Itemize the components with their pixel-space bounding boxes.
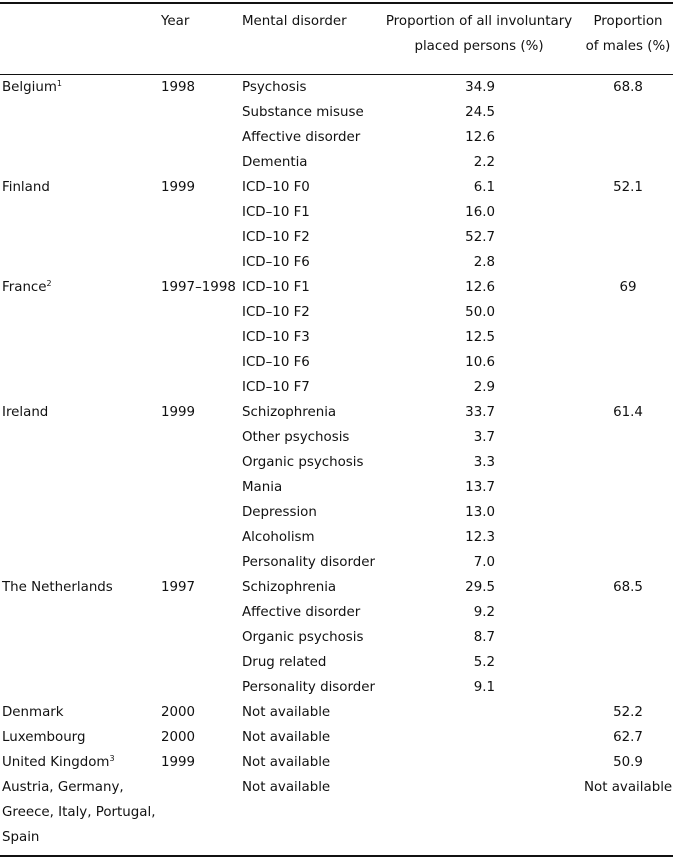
cell-prop-text: 2.2 <box>473 155 495 170</box>
table-row <box>0 500 673 525</box>
cell-country <box>2 725 85 750</box>
table-row <box>0 475 673 500</box>
cell-disorder-text: Not available <box>242 705 331 720</box>
table-row <box>0 725 673 750</box>
cell-prop-text: 12.6 <box>465 280 495 295</box>
cell-prop-text: 7.0 <box>473 555 495 570</box>
cell-prop-text: 9.1 <box>473 680 495 695</box>
cell-disorder-text: Not available <box>242 730 331 745</box>
cell-prop <box>465 350 495 375</box>
cell-disorder <box>242 300 310 325</box>
cell-prop-text: 33.7 <box>465 405 495 420</box>
table-row <box>0 175 673 200</box>
table-row <box>0 250 673 275</box>
cell-year-text: 2000 <box>161 730 196 745</box>
cell-prop-text: 10.6 <box>465 355 495 370</box>
table-row <box>0 150 673 175</box>
cell-prop-text: 13.7 <box>465 480 495 495</box>
cell-disorder-text: Organic psychosis <box>242 630 364 645</box>
cell-disorder-text: ICD–10 F6 <box>242 355 310 370</box>
footnote-marker: 2 <box>46 279 52 288</box>
cell-prop <box>465 75 495 100</box>
cell-disorder <box>242 750 330 775</box>
header-proportion-males <box>584 9 672 59</box>
country-line: Austria, Germany, <box>2 780 124 795</box>
cell-prop-text: 2.8 <box>473 255 495 270</box>
cell-disorder <box>242 425 349 450</box>
cell-disorder-text: ICD–10 F2 <box>242 305 310 320</box>
cell-country <box>2 75 62 100</box>
cell-disorder <box>242 500 317 525</box>
cell-year <box>161 750 195 775</box>
cell-disorder-text: ICD–10 F7 <box>242 380 310 395</box>
cell-prop <box>474 625 495 650</box>
cell-disorder-text: Drug related <box>242 655 327 670</box>
cell-males-text: 69 <box>619 280 637 295</box>
cell-disorder-text: ICD–10 F1 <box>242 280 310 295</box>
table-row <box>0 675 673 700</box>
cell-disorder-text: Schizophrenia <box>242 580 337 595</box>
cell-males <box>584 725 672 750</box>
cell-prop <box>474 175 495 200</box>
cell-disorder-text: ICD–10 F1 <box>242 205 310 220</box>
header-proportion-involuntary <box>384 9 574 59</box>
cell-year-text: 1999 <box>161 755 196 770</box>
cell-disorder <box>242 125 360 150</box>
cell-disorder <box>242 350 310 375</box>
cell-males <box>584 575 672 600</box>
cell-year-text: 1999 <box>161 180 196 195</box>
cell-prop-text: 13.0 <box>465 505 495 520</box>
cell-disorder-text: Psychosis <box>242 80 307 95</box>
cell-males-text: 68.5 <box>613 580 643 595</box>
cell-males <box>584 400 672 425</box>
cell-year <box>161 575 195 600</box>
cell-country-text: United Kingdom <box>2 755 110 770</box>
cell-year <box>161 275 236 300</box>
cell-disorder-text: Personality disorder <box>242 555 375 570</box>
cell-prop-text: 3.7 <box>473 430 495 445</box>
cell-year-text: 1999 <box>161 405 196 420</box>
cell-disorder <box>242 725 330 750</box>
cell-year <box>161 725 195 750</box>
cell-prop <box>465 275 495 300</box>
table-row <box>0 450 673 475</box>
cell-prop-text: 12.5 <box>465 330 495 345</box>
cell-disorder-text: ICD–10 F0 <box>242 180 310 195</box>
cell-country <box>2 400 48 425</box>
country-line: Spain <box>2 830 40 845</box>
header-proportion-line1: Proportion of all involuntary <box>385 14 573 29</box>
table-row <box>0 325 673 350</box>
cell-prop <box>465 400 495 425</box>
header-year: Year <box>161 14 190 29</box>
table-row <box>0 425 673 450</box>
cell-disorder <box>242 675 375 700</box>
table-row <box>0 75 673 100</box>
cell-disorder <box>242 200 310 225</box>
cell-disorder-text: Schizophrenia <box>242 405 337 420</box>
table-row <box>0 525 673 550</box>
cell-disorder: Not available <box>242 780 331 795</box>
cell-disorder-text: Affective disorder <box>242 605 361 620</box>
footnote-marker: 1 <box>56 79 62 88</box>
cell-disorder <box>242 475 282 500</box>
cell-disorder-text: Dementia <box>242 155 308 170</box>
cell-year-text: 1997 <box>161 580 196 595</box>
cell-disorder <box>242 275 310 300</box>
cell-country <box>2 275 52 300</box>
table-row <box>0 375 673 400</box>
cell-prop <box>465 125 495 150</box>
cell-prop <box>465 500 495 525</box>
cell-prop-text: 12.6 <box>465 130 495 145</box>
cell-prop <box>474 150 495 175</box>
cell-disorder <box>242 175 310 200</box>
cell-disorder-text: Other psychosis <box>242 430 350 445</box>
cell-disorder-text: ICD–10 F2 <box>242 230 310 245</box>
cell-disorder <box>242 550 375 575</box>
cell-year-text: 1997–1998 <box>161 280 236 295</box>
cell-males-text: 52.1 <box>613 180 643 195</box>
cell-year <box>161 400 195 425</box>
cell-prop-text: 34.9 <box>465 80 495 95</box>
cell-prop <box>474 375 495 400</box>
cell-year <box>161 700 195 725</box>
cell-males <box>584 75 672 100</box>
cell-prop <box>465 475 495 500</box>
cell-disorder-text: Mania <box>242 480 283 495</box>
table-row <box>0 350 673 375</box>
cell-year-text: 1998 <box>161 80 196 95</box>
cell-year-text: 2000 <box>161 705 196 720</box>
top-rule <box>0 2 673 4</box>
header-males-line2: of males (%) <box>585 39 671 54</box>
cell-males <box>584 175 672 200</box>
cell-prop-text: 12.3 <box>465 530 495 545</box>
cell-disorder <box>242 450 363 475</box>
cell-country-text: Ireland <box>2 405 49 420</box>
cell-prop-text: 50.0 <box>465 305 495 320</box>
cell-country-text: France <box>2 280 47 295</box>
cell-disorder <box>242 650 326 675</box>
country-line: Greece, Italy, Portugal, <box>2 805 156 820</box>
cell-disorder <box>242 700 330 725</box>
cell-disorder <box>242 400 336 425</box>
cell-disorder-text: Depression <box>242 505 317 520</box>
table-row <box>0 575 673 600</box>
cell-disorder <box>242 75 306 100</box>
cell-disorder <box>242 225 310 250</box>
cell-disorder-text: Organic psychosis <box>242 455 364 470</box>
cell-disorder <box>242 525 315 550</box>
cell-prop <box>474 675 495 700</box>
cell-disorder <box>242 250 310 275</box>
cell-prop <box>474 650 495 675</box>
cell-prop-text: 29.5 <box>465 580 495 595</box>
cell-prop <box>474 250 495 275</box>
table-row <box>0 200 673 225</box>
table-row <box>0 225 673 250</box>
cell-males <box>584 275 672 300</box>
cell-prop <box>474 450 495 475</box>
cell-prop-text: 16.0 <box>465 205 495 220</box>
cell-disorder <box>242 100 364 125</box>
cell-country-text: Finland <box>2 180 50 195</box>
cell-males-text: 52.2 <box>613 705 643 720</box>
table-row <box>0 100 673 125</box>
cell-country <box>2 575 113 600</box>
cell-males-text: 62.7 <box>613 730 643 745</box>
table-row <box>0 125 673 150</box>
cell-prop-text: 52.7 <box>465 230 495 245</box>
cell-prop-text: 3.3 <box>473 455 495 470</box>
footnote-marker: 3 <box>109 754 115 763</box>
cell-prop <box>465 525 495 550</box>
table-row <box>0 750 673 775</box>
table-row <box>0 300 673 325</box>
cell-prop <box>465 575 495 600</box>
cell-year <box>161 75 195 100</box>
bottom-rule <box>0 855 673 857</box>
cell-year <box>161 175 195 200</box>
header-proportion-line2: placed persons (%) <box>414 39 544 54</box>
cell-disorder-text: Not available <box>242 755 331 770</box>
cell-prop-text: 2.9 <box>473 380 495 395</box>
cell-disorder <box>242 625 363 650</box>
cell-disorder-text: Alcoholism <box>242 530 315 545</box>
cell-disorder-text: Personality disorder <box>242 680 375 695</box>
cell-prop-text: 8.7 <box>473 630 495 645</box>
cell-disorder <box>242 600 360 625</box>
cell-country-multiline <box>2 775 155 850</box>
cell-prop <box>474 550 495 575</box>
header-males-line1: Proportion <box>593 14 663 29</box>
cell-prop <box>465 100 495 125</box>
cell-prop-text: 6.1 <box>473 180 495 195</box>
table-row <box>0 275 673 300</box>
cell-country <box>2 750 115 775</box>
header-mental-disorder: Mental disorder <box>242 14 347 29</box>
table-row <box>0 700 673 725</box>
table-row <box>0 400 673 425</box>
cell-country-text: The Netherlands <box>2 580 113 595</box>
cell-prop <box>465 200 495 225</box>
cell-country-text: Denmark <box>2 705 64 720</box>
cell-country <box>2 175 50 200</box>
cell-males <box>584 700 672 725</box>
table-row <box>0 625 673 650</box>
cell-country-text: Luxembourg <box>2 730 86 745</box>
cell-prop <box>465 300 495 325</box>
cell-males-text: 61.4 <box>613 405 643 420</box>
cell-prop <box>465 325 495 350</box>
table-row <box>0 650 673 675</box>
cell-country <box>2 700 64 725</box>
cell-disorder-text: Substance misuse <box>242 105 364 120</box>
cell-males: Not available <box>584 780 673 795</box>
cell-prop-text: 24.5 <box>465 105 495 120</box>
cell-prop-text: 5.2 <box>473 655 495 670</box>
cell-disorder-text: ICD–10 F3 <box>242 330 310 345</box>
cell-prop <box>474 600 495 625</box>
table-row <box>0 550 673 575</box>
cell-prop <box>474 425 495 450</box>
table-row <box>0 600 673 625</box>
cell-disorder <box>242 150 308 175</box>
cell-prop-text: 9.2 <box>473 605 495 620</box>
cell-prop <box>465 225 495 250</box>
cell-males <box>584 750 672 775</box>
cell-disorder-text: ICD–10 F6 <box>242 255 310 270</box>
cell-males-text: 50.9 <box>613 755 643 770</box>
cell-males-text: 68.8 <box>613 80 643 95</box>
cell-country-text: Belgium <box>2 80 57 95</box>
cell-disorder <box>242 375 310 400</box>
cell-disorder-text: Affective disorder <box>242 130 361 145</box>
cell-disorder <box>242 575 336 600</box>
cell-disorder <box>242 325 310 350</box>
